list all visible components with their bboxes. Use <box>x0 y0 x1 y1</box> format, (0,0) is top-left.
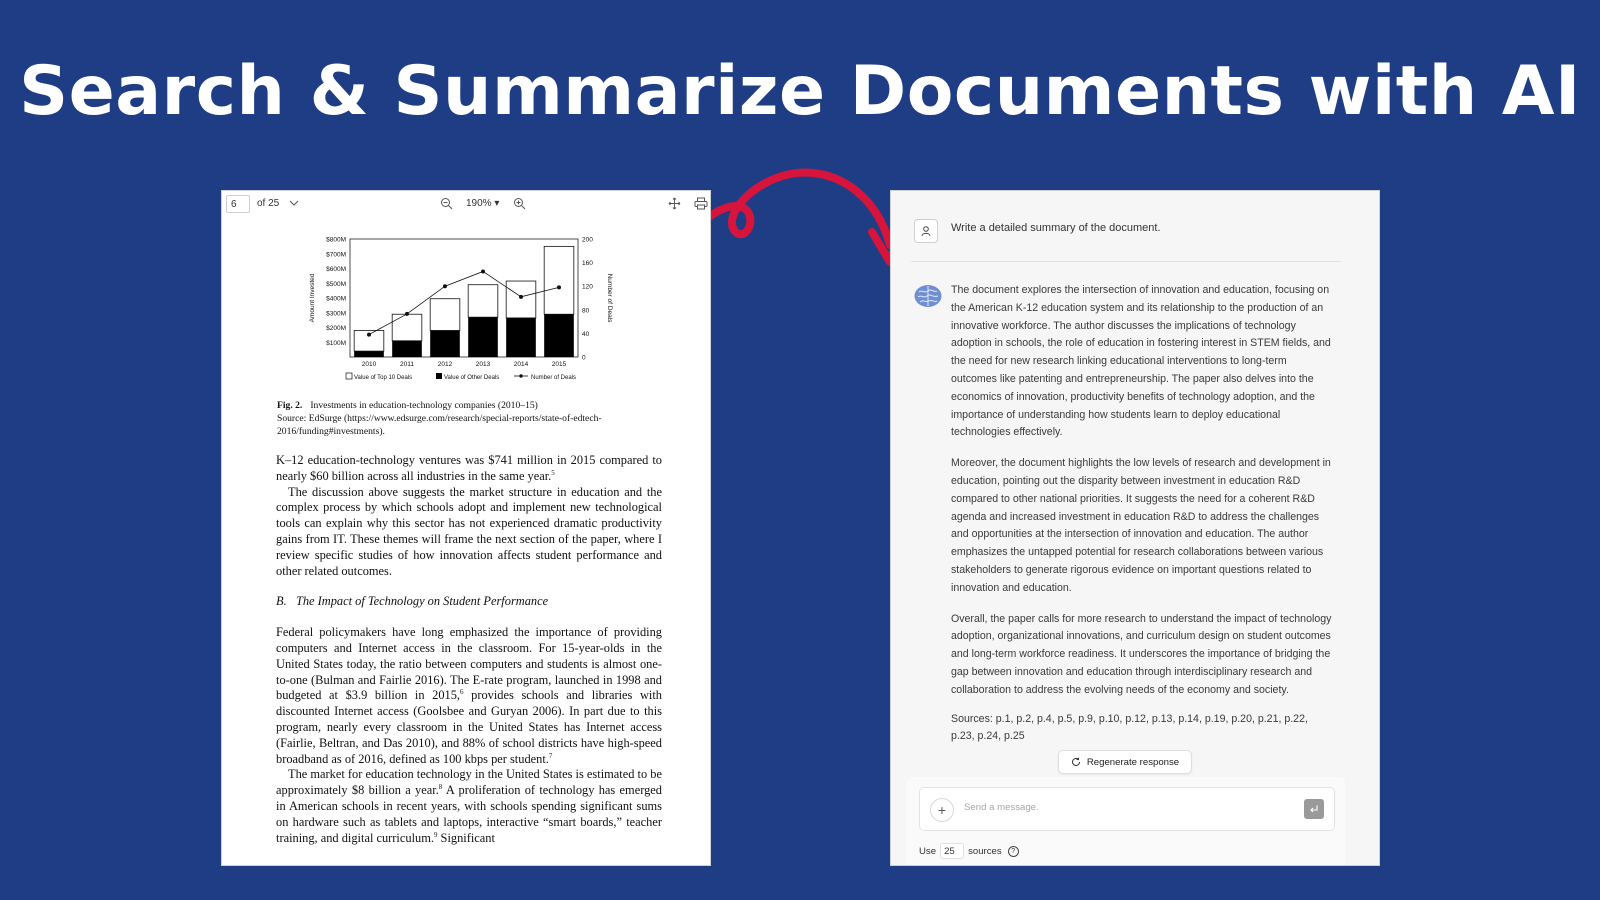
section-heading <box>276 594 662 610</box>
figure-caption <box>277 399 659 438</box>
y2-tick-label: 80 <box>582 307 590 315</box>
paragraph-text: K–12 education-technology ventures was $741 million in 2015 compared to nearly $60 billion across all industries in the same year. <box>276 453 662 483</box>
zoom-out-icon[interactable] <box>440 197 453 213</box>
y-tick-label: $300M <box>326 310 346 318</box>
number-of-deals-point <box>367 333 371 337</box>
y-tick-label: $700M <box>326 251 346 259</box>
chat-divider <box>911 261 1341 262</box>
y-tick-label: $800M <box>326 236 346 244</box>
print-icon[interactable] <box>694 197 708 213</box>
ai-response <box>951 282 1333 746</box>
figure-label: Fig. 2. <box>277 400 303 411</box>
number-of-deals-point <box>443 284 447 288</box>
number-of-deals-point <box>557 285 561 289</box>
body-paragraph <box>276 625 662 767</box>
zoom-in-icon[interactable] <box>513 197 526 213</box>
bar-other-deals <box>354 351 384 357</box>
bar-top-10-deals <box>506 281 536 318</box>
legend-label: Value of Other Deals <box>444 375 500 381</box>
paragraph-text: Significant <box>437 830 495 845</box>
figure-title: Investments in education-technology companies (2010–15) <box>310 400 538 411</box>
x-tick-label: 2012 <box>437 361 453 368</box>
x-tick-label: 2010 <box>361 361 377 368</box>
bar-other-deals <box>468 317 498 357</box>
zoom-level-value: 190% <box>466 198 492 209</box>
ai-paragraph: Overall, the paper calls for more research to understand the impact of technology adoption, organizational innovations, and curriculum design on student outcomes and long-term workforce readiness. It underscores the importance of bridging the gap between innovation and education through interdisciplinary research and collaboration to address the evolving needs of the economy and society. <box>951 612 1332 696</box>
bar-other-deals <box>506 318 536 357</box>
ai-paragraph: Moreover, the document highlights the low levels of research and development in education, pointing out the disparity between investment in education R&D compared to other national priorities. It suggests the need for a coherent R&D agenda and increased investment in education R&D to address the challenges and opportunities at the intersection of innovation and education. The author emphasizes the untapped potential for research collaborations between various stakeholders to generate rigorous evidence on important questions related to innovation and education. <box>951 457 1331 594</box>
investment-chart <box>306 227 626 387</box>
y-tick-label: $500M <box>326 280 346 288</box>
bar-top-10-deals <box>468 285 498 317</box>
body-paragraph <box>276 453 662 485</box>
bar-top-10-deals <box>392 314 422 341</box>
ai-paragraph: The document explores the intersection of innovation and education, focusing on the American K-12 education system and its relationship to the production of an innovative workforce. The author discusses the implications of technology adoption in schools, the role of education in fostering interest in STEM fields, and the need for new research linking educational interventions to long-term outcomes like patenting and entrepreneurship. The paper also delves into the economics of innovation, productivity benefits of technology adoption, and the importance of understanding how students learn to deploy educational technologies effectively. <box>951 284 1331 439</box>
x-tick-label: 2015 <box>551 361 567 368</box>
body-paragraph: The discussion above suggests the market structure in education and the complex process by which schools adopt and implement new technological tools can explain why this sector has not experienced dramatic productivity gains from IT. These themes will frame the next section of the paper, where I review specific studies of how innovation affects student performance and other related outcomes. <box>276 484 662 578</box>
y-tick-label: $100M <box>326 339 346 347</box>
y2-tick-label: 160 <box>582 260 593 268</box>
body-paragraph <box>276 767 662 846</box>
y2-tick-label: 0 <box>582 354 586 362</box>
enter-icon <box>1309 804 1319 814</box>
number-of-deals-point <box>405 312 409 316</box>
pdf-body-text <box>276 453 662 846</box>
footnote-marker: 6 <box>460 688 464 697</box>
x-tick-label: 2013 <box>475 361 491 368</box>
footnote-marker: 5 <box>551 468 555 477</box>
y2-tick-label: 40 <box>582 330 590 338</box>
page-total-label: of 25 <box>257 198 280 209</box>
plus-icon: + <box>937 802 947 818</box>
section-label: B. <box>276 594 287 609</box>
page-headline: Search & Summarize Documents with AI <box>19 52 1581 131</box>
paragraph-text: The market for education technology in the United States is estimated to be approximately $8 billion a year. <box>276 767 662 798</box>
legend-label: Number of Deals <box>531 375 577 381</box>
help-icon[interactable]: ? <box>1008 846 1019 857</box>
page-number-input[interactable]: 6 <box>226 195 250 213</box>
legend-marker-deals <box>519 374 522 377</box>
source-count-input[interactable]: 25 <box>940 843 964 859</box>
zoom-level-dropdown[interactable]: 190% ▾ <box>466 198 500 209</box>
user-avatar <box>914 219 938 243</box>
message-input[interactable] <box>964 802 1284 813</box>
legend-label: Value of Top 10 Deals <box>354 375 413 381</box>
bar-other-deals <box>430 330 460 357</box>
brain-icon <box>913 283 943 309</box>
legend-swatch-top-10 <box>346 373 352 379</box>
y-tick-label: $400M <box>326 295 346 303</box>
chat-panel <box>890 190 1380 866</box>
x-tick-label: 2011 <box>400 361 414 368</box>
sources-list: Sources: p.1, p.2, p.4, p.5, p.9, p.10, p.12, p.13, p.14, p.19, p.20, p.21, p.22, p.23, p.24, p.25 <box>951 712 1308 743</box>
curved-arrow <box>700 160 910 290</box>
paragraph-text: Federal policymakers have long emphasized the importance of providing computers and Internet access in the classroom. For 15-year-olds in the United States today, the ratio between computers and students is almost one-to-one (Bulman and Fairlie 2016). The E-rate program, launched in 1998 and budgeted at $3.9 billion in 2015, <box>276 625 662 703</box>
footnote-marker: 9 <box>433 830 438 839</box>
section-title: The Impact of Technology on Student Performance <box>295 594 549 609</box>
regenerate-label: Regenerate response <box>1086 756 1180 768</box>
bar-other-deals <box>392 341 422 357</box>
add-attachment-button[interactable] <box>930 798 954 822</box>
y-axis-title: Amount Invested <box>309 273 316 323</box>
chevron-down-icon[interactable] <box>288 197 300 212</box>
y2-tick-label: 120 <box>582 283 593 291</box>
send-button[interactable] <box>1304 799 1324 819</box>
refresh-icon <box>1071 757 1081 767</box>
x-tick-label: 2014 <box>513 361 529 368</box>
paragraph-text: A proliferation of technology has emerged in American schools in recent years, with schools spending significant sums on hardware such as tablets and laptops, interactive “smart boards,” teacher training, and digital curriculum. <box>276 783 662 845</box>
y2-tick-label: 200 <box>582 236 593 244</box>
chart-svg <box>306 227 626 387</box>
use-label: Use <box>919 845 937 857</box>
message-box <box>919 787 1335 831</box>
sources-label: sources <box>968 845 1002 857</box>
number-of-deals-point <box>519 295 523 299</box>
bar-top-10-deals <box>430 299 460 331</box>
y2-axis-title: Number of Deals <box>606 273 613 323</box>
y-tick-label: $200M <box>326 325 346 332</box>
composer <box>907 777 1345 866</box>
source-count-row <box>919 843 1019 859</box>
pdf-toolbar <box>222 191 710 219</box>
paragraph-text: provides schools and libraries with discounted Internet access (Goolsbee and Guryan 2006). In part due to this program, nearly every classroom in the United States has Internet access (Fairlie, Beltran, and Das 2010), and 88% of school districts have high-speed broadband as of 2016, defined as 100 kbps per student. <box>276 688 662 766</box>
footnote-marker: 7 <box>548 751 553 760</box>
pdf-viewer[interactable] <box>221 190 711 866</box>
y-tick-label: $600M <box>326 266 346 273</box>
regenerate-response-button[interactable] <box>1058 750 1192 774</box>
legend-swatch-other <box>436 373 442 379</box>
user-icon <box>920 225 932 237</box>
bar-other-deals <box>544 314 574 357</box>
footnote-marker: 8 <box>438 783 443 792</box>
figure-source: Source: EdSurge (https://www.edsurge.com/research/special-reports/state-of-edtech-2016/funding#investments). <box>277 413 602 437</box>
user-message: Write a detailed summary of the document. <box>951 222 1161 234</box>
bar-top-10-deals <box>544 246 574 314</box>
number-of-deals-point <box>481 269 485 273</box>
move-icon[interactable] <box>668 197 681 213</box>
